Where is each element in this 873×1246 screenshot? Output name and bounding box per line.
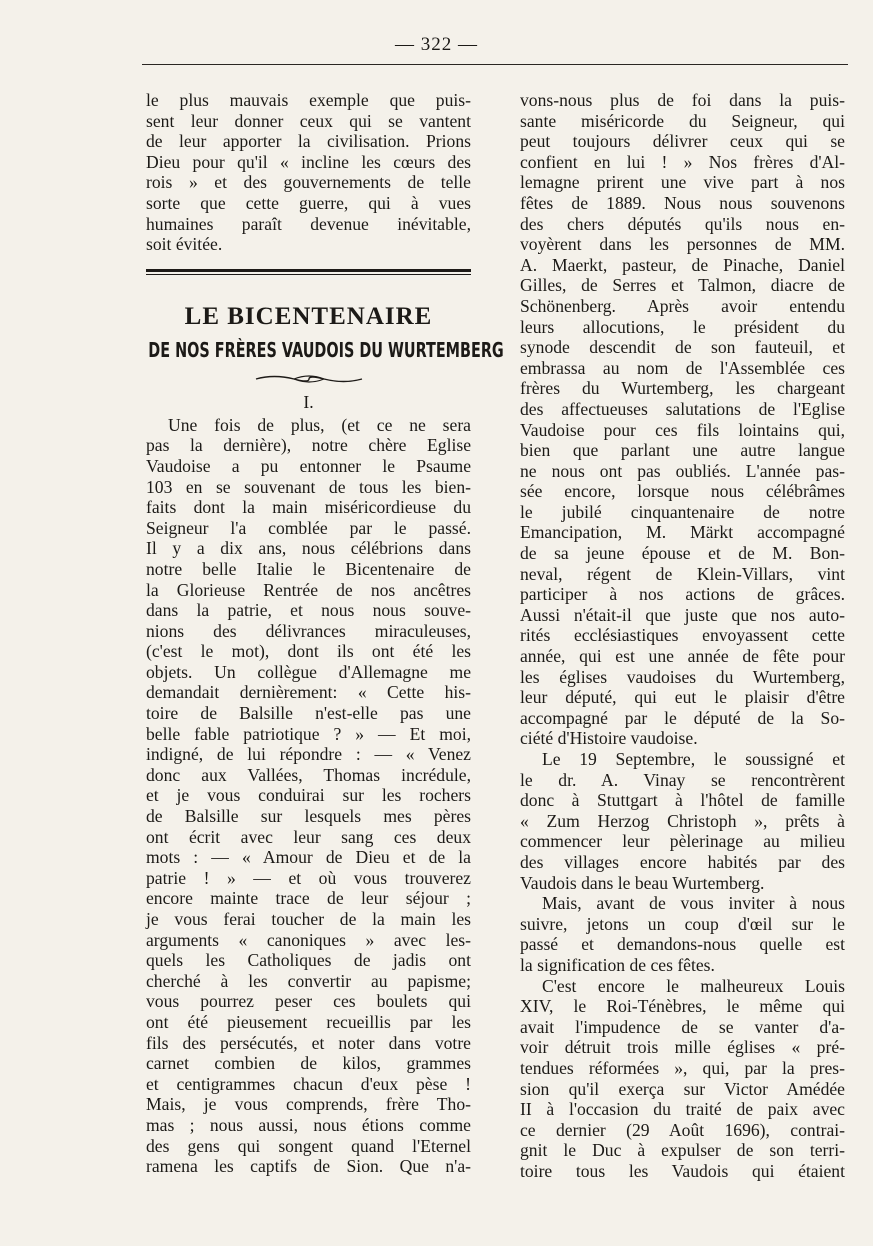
text-line: mots : — « Amour de Dieu et de la — [146, 847, 471, 868]
right-paragraph-3 — [520, 893, 845, 975]
text-line: ramena les captifs de Sion. Que n'a- — [146, 1156, 471, 1177]
text-line: et centigrammes chacun d'eux pèse ! — [146, 1073, 471, 1094]
text-line: Mais, avant de vous inviter à nous — [542, 893, 845, 914]
text-line: des affectueuses salutations de l'Eglise — [520, 398, 845, 419]
right-column — [520, 90, 845, 1181]
text-line: des gens qui songent quand l'Eternel — [146, 1135, 471, 1156]
text-line: Seigneur l'a comblée par le passé. — [146, 517, 471, 538]
text-line: frères du Wurtemberg, les chargeant — [520, 378, 845, 399]
section-number: I. — [303, 391, 314, 412]
text-line: C'est encore le malheureux Louis — [542, 975, 845, 996]
text-line: (c'est le mot), dont ils ont été les — [146, 641, 471, 662]
text-line: arguments « canoniques » avec les- — [146, 929, 471, 950]
text-line: Aussi n'était-il que juste que nos auto- — [520, 604, 845, 625]
text-line: II à l'occasion du traité de paix avec — [520, 1099, 845, 1120]
text-line: synode descendit de son fauteuil, et — [520, 337, 845, 358]
header-rule — [142, 64, 848, 65]
text-line: le jubilé cinquantenaire de notre — [520, 501, 845, 522]
text-line: cherché à les convertir au papisme; — [146, 970, 471, 991]
text-line: objets. Un collègue d'Allemagne me — [146, 661, 471, 682]
text-line: toire tous les Vaudois qui étaient — [520, 1160, 845, 1181]
text-line: des villages encore habités par des — [520, 851, 845, 872]
text-line: mas ; nous aussi, nous étions comme — [146, 1114, 471, 1135]
text-line: commencer leur pèlerinage au milieu — [520, 831, 845, 852]
text-line: sée encore, lorsque nous célébrâmes — [520, 481, 845, 502]
text-line: ne nous ont pas oubliés. L'année pas- — [520, 460, 845, 481]
text-line: quels les Catholiques de jadis ont — [146, 950, 471, 971]
text-line: des chers députés qu'ils nous en- — [520, 213, 845, 234]
left-column — [146, 90, 504, 1177]
text-line: Dieu pour qu'il « incline les cœurs des — [146, 151, 471, 172]
text-line: A. Maerkt, pasteur, de Pinache, Daniel — [520, 254, 845, 275]
text-line: voyèrent dans les personnes de MM. — [520, 234, 845, 255]
text-line: sent leur donner ceux qui se vantent — [146, 110, 471, 131]
text-line: le plus mauvais exemple que puis- — [146, 90, 471, 110]
text-line: ont été pieusement recueillis par les — [146, 1011, 471, 1032]
text-line: ont écrit avec leur sang ces deux — [146, 826, 471, 847]
text-line: leur député, qui eut le plaisir d'être — [520, 687, 845, 708]
text-line: soit évitée. — [146, 234, 223, 255]
text-line: Vaudoise a pu entonner le Psaume — [146, 455, 471, 476]
text-line: voir détruit trois mille églises « pré- — [520, 1037, 845, 1058]
text-line: avait l'impudence de se vanter d'a- — [520, 1016, 845, 1037]
text-line: peut toujours délivrer ceux qui se — [520, 131, 845, 152]
text-line: la Glorieuse Rentrée de nos ancêtres — [146, 579, 471, 600]
text-line: neval, régent de Klein-Villars, vint — [520, 563, 845, 584]
page-number: — 322 — — [395, 34, 478, 55]
text-line: leurs allocutions, le président du — [520, 316, 845, 337]
text-line: embrassa au nom de l'Assemblée ces — [520, 357, 845, 378]
ornament-flourish — [254, 373, 364, 385]
text-line: dans la patrie, et nous nous souve- — [146, 600, 471, 621]
left-body-paragraph — [146, 415, 471, 1177]
text-line: et je vous conduirai sur les rochers — [146, 785, 471, 806]
text-line: donc aux Vallées, Thomas incrédule, — [146, 764, 471, 785]
text-line: indigné, de lui répondre : — « Venez — [146, 744, 471, 765]
text-line: toire de Balsille n'est-elle pas une — [146, 703, 471, 724]
text-line: ciété d'Histoire vaudoise. — [520, 728, 698, 749]
text-line: de leur apporter la civilisation. Prions — [146, 131, 471, 152]
text-line: lemagne prirent une vive part à nos — [520, 172, 845, 193]
text-line: nions des délivrances miraculeuses, — [146, 620, 471, 641]
article-title: LE BICENTENAIRE — [184, 302, 433, 330]
text-line: participer à nos actions de grâces. — [520, 584, 845, 605]
text-line: « Zum Herzog Christoph », prêts à — [520, 810, 845, 831]
text-line: Le 19 Septembre, le soussigné et — [542, 749, 845, 769]
text-line: les églises vaudoises du Wurtemberg, — [520, 666, 845, 687]
text-line: vons-nous plus de foi dans la puis- — [520, 90, 845, 110]
text-line: faits dont la main miséricordieuse du — [146, 497, 471, 518]
text-line: gnit le Duc à expulser de son terri- — [520, 1140, 845, 1161]
text-line: rités ecclésiastiques envoyassent cette — [520, 625, 845, 646]
text-line: fêtes de 1889. Nous nous souvenons — [520, 192, 845, 213]
text-line: encore mainte trace de leur séjour ; — [146, 888, 471, 909]
text-line: humaines paraît devenue inévitable, — [146, 213, 471, 234]
text-line: confient en lui ! » Nos frères d'Al- — [520, 151, 845, 172]
text-line: pas la dernière), notre chère Eglise — [146, 435, 471, 456]
text-line: 103 en se souvenant de tous les bien- — [146, 476, 471, 497]
text-line: le dr. A. Vinay se rencontrèrent — [520, 769, 845, 790]
text-line: sante miséricorde du Seigneur, qui — [520, 110, 845, 131]
text-line: fils des persécutés, et noter dans votre — [146, 1032, 471, 1053]
text-line: sion qu'il exerça sur Victor Amédée — [520, 1078, 845, 1099]
text-line: je vous ferai toucher de la main les — [146, 909, 471, 929]
text-line: Une fois de plus, (et ce ne sera — [168, 414, 471, 435]
text-line: Il y a dix ans, nous célébrions dans — [146, 538, 471, 559]
text-line: patrie ! » — et où vous trouverez — [146, 867, 471, 888]
text-line: Vaudois dans le beau Wurtemberg. — [520, 872, 765, 893]
text-line: belle fable patriotique ? » — Et moi, — [146, 723, 471, 744]
right-paragraph-2 — [520, 749, 845, 893]
text-line: Schönenberg. Après avoir entendu — [520, 295, 845, 316]
text-line: rois » et des gouvernements de telle — [146, 172, 471, 193]
text-line: sorte que cette guerre, qui à vues — [146, 192, 471, 213]
text-line: demandait dernièrement: « Cette his- — [146, 682, 471, 703]
text-line: tendues réformées », qui, par la pres- — [520, 1057, 845, 1078]
text-line: année, qui est une année de fête pour — [520, 646, 845, 667]
left-top-paragraph — [146, 90, 471, 255]
text-line: vous pourrez peser ces boulets qui — [146, 991, 471, 1012]
text-line: ce dernier (29 Août 1696), contrai- — [520, 1119, 845, 1140]
text-line: accompagné par le député de la So- — [520, 707, 845, 728]
text-line: XIV, le Roi-Ténèbres, le même qui — [520, 996, 845, 1017]
text-line: donc à Stuttgart à l'hôtel de famille — [520, 790, 845, 811]
text-line: de sa jeune épouse et de M. Bon- — [520, 543, 845, 564]
text-line: la signification de ces fêtes. — [520, 954, 715, 975]
section-divider — [146, 269, 471, 275]
text-line: Emancipation, M. Märkt accompagné — [520, 522, 845, 543]
right-paragraph-4 — [520, 976, 845, 1182]
text-line: suivre, jetons un coup d'œil sur le — [520, 913, 845, 934]
text-line: Mais, je vous comprends, frère Tho- — [146, 1094, 471, 1115]
text-line: passé et demandons-nous quelle est — [520, 934, 845, 955]
text-line: bien que parlant une autre langue — [520, 440, 845, 461]
article-subtitle: DE NOS FRÈRES VAUDOIS DU WURTEMBERG — [148, 337, 504, 362]
right-paragraph-1 — [520, 90, 845, 749]
text-line: Gilles, de Serres et Talmon, diacre de — [520, 275, 845, 296]
text-line: de Balsille sur lesquels mes pères — [146, 806, 471, 827]
text-line: notre belle Italie le Bicentenaire de — [146, 558, 471, 579]
text-line: carnet combien de kilos, grammes — [146, 1053, 471, 1074]
text-line: Vaudoise pour ces fils lointains qui, — [520, 419, 845, 440]
